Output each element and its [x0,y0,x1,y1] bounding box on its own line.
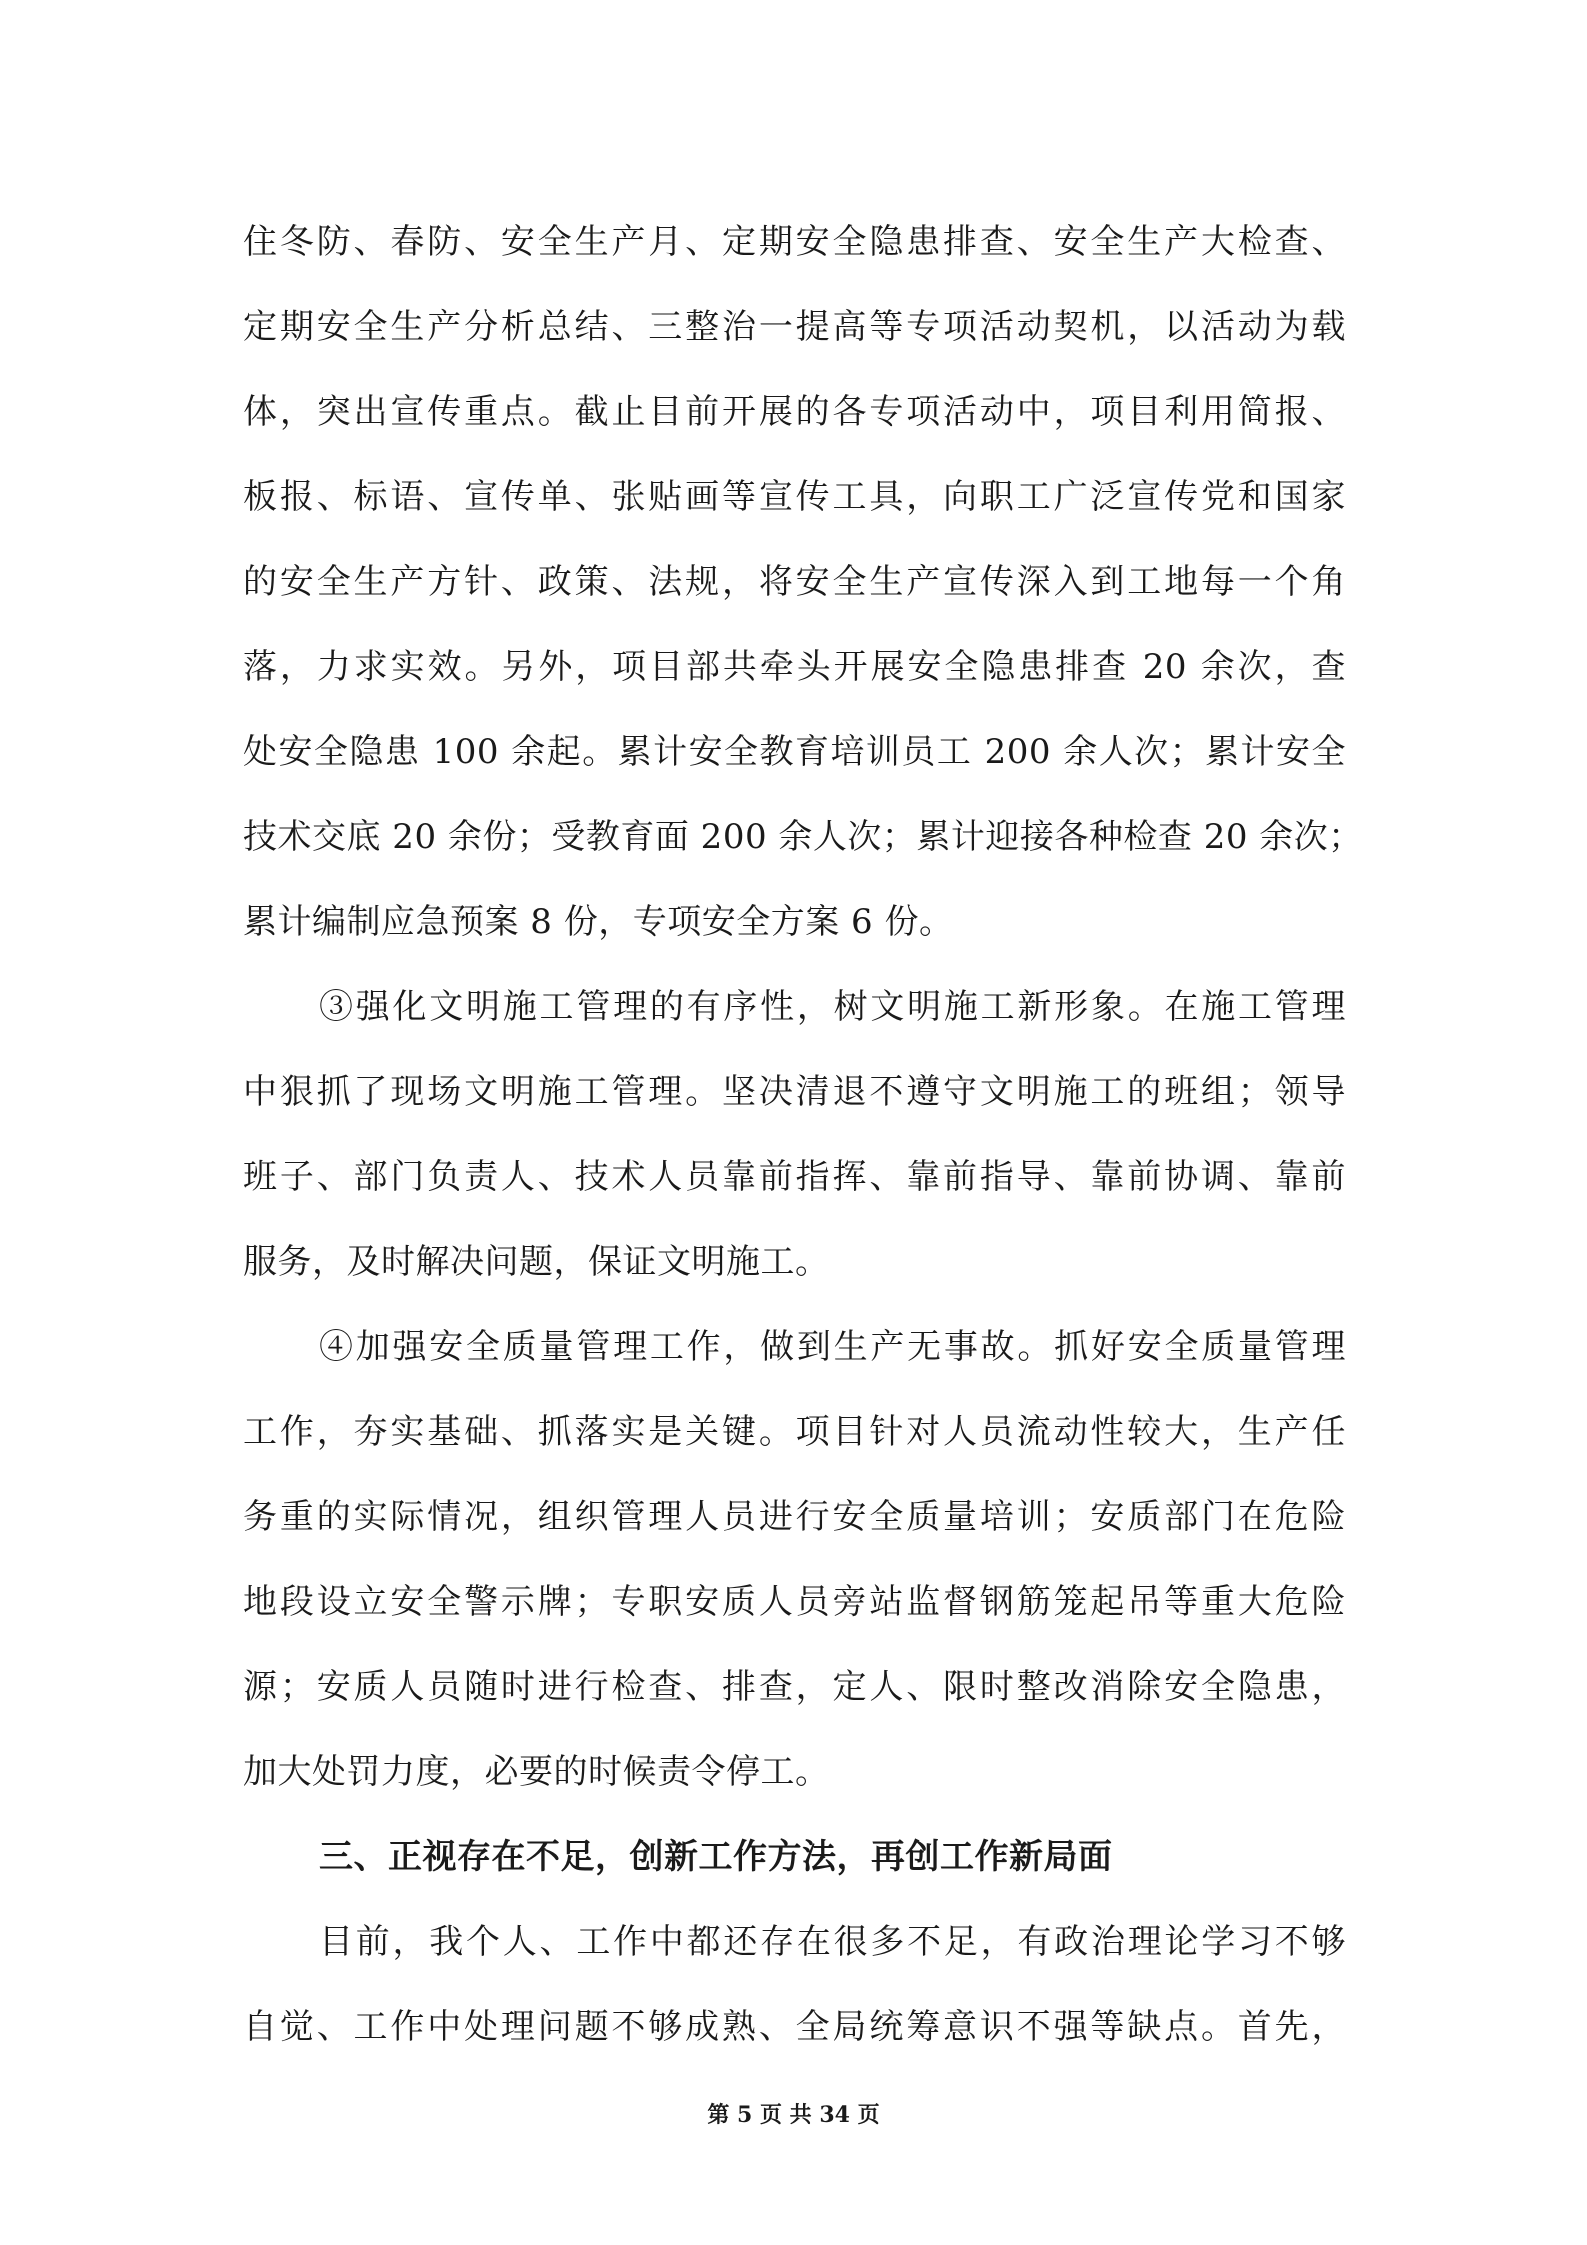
section-heading: 三、正视存在不足，创新工作方法，再创工作新局面 [319,1837,1113,1877]
text-line: 加大处罚力度，必要的时候责令停工。 [243,1752,830,1792]
text-line: 源；安质人员随时进行检查、排查，定人、限时整改消除安全隐患， [243,1667,1346,1707]
text-line: ③强化文明施工管理的有序性，树文明施工新形象。在施工管理 [319,987,1346,1027]
text-line: 累计编制应急预案 8 份，专项安全方案 6 份。 [243,902,954,942]
text-line: 的安全生产方针、政策、法规，将安全生产宣传深入到工地每一个角 [243,562,1346,602]
text-line: 目前，我个人、工作中都还存在很多不足，有政治理论学习不够 [319,1922,1346,1962]
text-line: 定期安全生产分析总结、三整治一提高等专项活动契机，以活动为载 [243,307,1346,347]
text-line: 落，力求实效。另外，项目部共牵头开展安全隐患排查 20 余次，查 [243,647,1346,687]
page-body [243,200,1363,2070]
text-line: 中狠抓了现场文明施工管理。坚决清退不遵守文明施工的班组；领导 [243,1072,1346,1112]
text-line: 板报、标语、宣传单、张贴画等宣传工具，向职工广泛宣传党和国家 [243,477,1346,517]
page-number-footer: 第 5 页 共 34 页 [707,2102,880,2128]
paragraph [243,200,1363,965]
text-line: 工作，夯实基础、抓落实是关键。项目针对人员流动性较大，生产任 [243,1412,1346,1452]
text-line: 服务，及时解决问题，保证文明施工。 [243,1242,830,1282]
paragraph [243,965,1346,1305]
text-line: 自觉、工作中处理问题不够成熟、全局统筹意识不强等缺点。首先， [243,2007,1346,2047]
text-line: 班子、部门负责人、技术人员靠前指挥、靠前指导、靠前协调、靠前 [243,1157,1346,1197]
text-line: 处安全隐患 100 余起。累计安全教育培训员工 200 余人次；累计安全 [243,732,1346,772]
text-line: 务重的实际情况，组织管理人员进行安全质量培训；安质部门在危险 [243,1497,1346,1537]
paragraph [243,1900,1346,2070]
text-line: ④加强安全质量管理工作，做到生产无事故。抓好安全质量管理 [319,1327,1346,1367]
text-line: 体，突出宣传重点。截止目前开展的各专项活动中，项目利用简报、 [243,392,1346,432]
text-line: 地段设立安全警示牌；专职安质人员旁站监督钢筋笼起吊等重大危险 [243,1582,1346,1622]
text-line: 技术交底 20 余份；受教育面 200 余人次；累计迎接各种检查 20 余次； [243,817,1363,857]
text-line: 住冬防、春防、安全生产月、定期安全隐患排查、安全生产大检查、 [243,222,1346,262]
paragraph [243,1305,1346,1815]
